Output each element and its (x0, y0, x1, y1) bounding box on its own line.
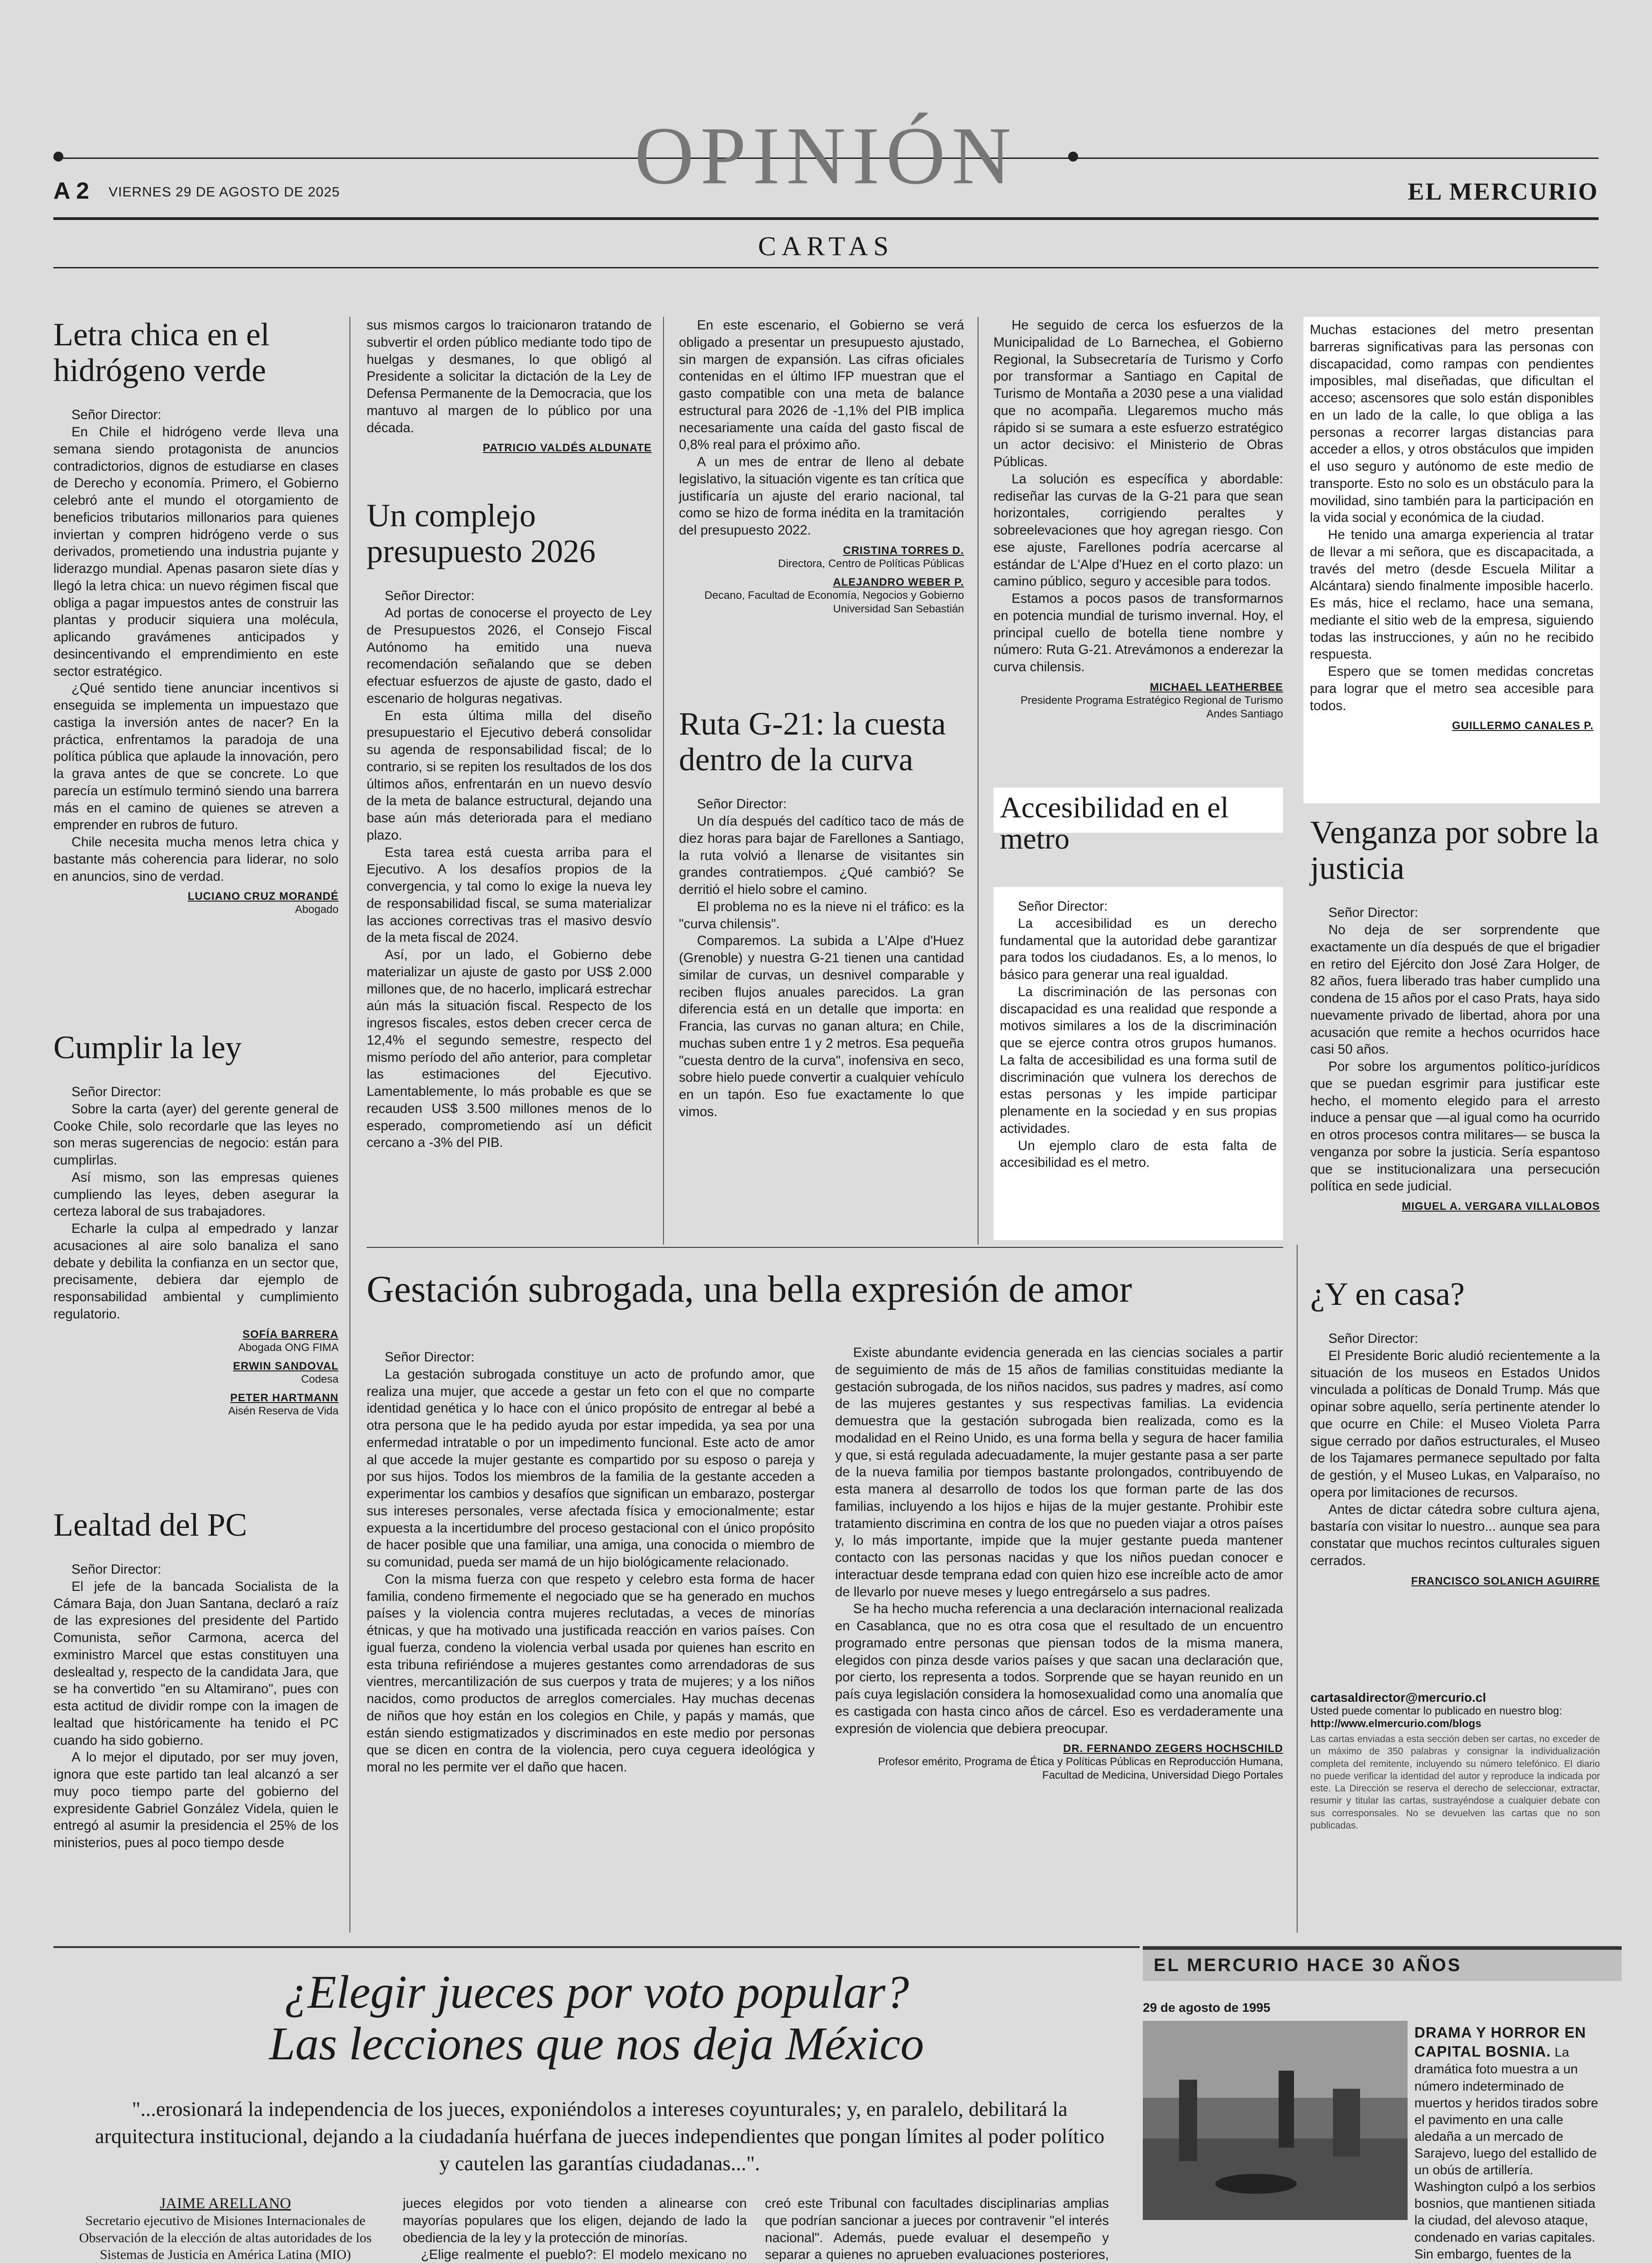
salutation: Señor Director: (72, 1084, 162, 1100)
header-rule-thick (53, 217, 1599, 220)
letter-ruta-g21 (679, 706, 964, 1121)
masthead-dot-left (53, 152, 63, 162)
signature-role: Presidente Programa Estratégico Regional de Turismo Andes Santiago (1020, 694, 1283, 720)
letter-title: Ruta G-21: la cuesta dentro de la curva (679, 706, 946, 778)
paragraph: El jefe de la bancada Socialista de la Cámara Baja, don Juan Santana, declaró a raíz de las expresiones del presidente del Partido Comunista, señor Carmona, acerca del exministro Marcel que estas constituyen una deslealtad y, respecto de la candidata Jara, que se ha convertido "en su Altamirano", pues con esta actitud de dividir rompe con la imagen de lealtad que históricamente ha tenido el PC cuando ha sido gobierno. (53, 1579, 339, 1748)
letter-cumplir-ley (53, 1030, 339, 1418)
section-rule (367, 1247, 1283, 1248)
hace30-date: 29 de agosto de 1995 (1143, 2000, 1270, 2015)
letter-title: Venganza por sobre la justicia (1310, 814, 1599, 887)
letter-letra-chica (53, 317, 339, 917)
essay-col3 (765, 2195, 1109, 2263)
paragraph: Así, por un lado, el Gobierno debe materializar un ajuste de gasto por US$ 2.000 millones que, de no hacerlo, implicará estrechar aún más la situación fiscal. Respecto de los ingresos fiscales, estos deben crecer cerca de 12,4% el segundo semestre, respecto del mismo período del año anterior, para completar las estimaciones del Ejecutivo. Lamentablemente, lo más probable es que se recauden US$ 3.500 millones menos de lo esperado, comprometiendo así un déficit cercano a -3% del PIB. (367, 947, 652, 1151)
letter-gestacion-col2 (835, 1344, 1283, 1782)
essay-rule (53, 1946, 1140, 1948)
column-divider (663, 317, 664, 1245)
paragraph: En esta última milla del diseño presupuestario el Ejecutivo deberá consolidar su agenda de responsabilidad fiscal; de lo contrario, si se repiten los resultados de los dos últimos años, enfrentarán en un nuevo desvío de la meta de balance estructural, dejando una base aún más deteriorada para el mediano plazo. (367, 708, 652, 843)
column-divider (349, 317, 350, 1933)
salutation: Señor Director: (697, 797, 787, 812)
author-role: Secretario ejecutivo de Misiones Internacionales de Observación de la elección de altas autoridades de los Sistemas de Justicia en América Latina (MIO) (79, 2213, 372, 2262)
paragraph: ¿Elige realmente el pueblo?: El modelo mexicano no (421, 2247, 747, 2263)
paragraph: En este escenario, el Gobierno se verá obligado a presentar un presupuesto ajustado, sin margen de expansión. Las cifras oficiales contenidas en el último IFP muestran que el gasto compatible con una meta de balance estructural para 2026 de -1,1% del PIB implica necesariamente una caída del gasto fiscal de 0,8% real para el próximo año. (679, 318, 964, 453)
contact-email[interactable]: cartasaldirector@mercurio.cl (1310, 1690, 1486, 1704)
author-name: JAIME ARELLANO (160, 2195, 291, 2212)
header-rule-thin (53, 267, 1599, 268)
contact-box (1310, 1690, 1600, 1832)
signature-role: Profesor emérito, Programa de Ética y Políticas Públicas en Reproducción Humana, Facultad de Medicina, Universidad Diego Portales (878, 1756, 1283, 1782)
letter-title: Lealtad del PC (53, 1507, 247, 1543)
blog-line: Usted puede comentar lo publicado en nuestro blog: (1310, 1705, 1562, 1717)
paragraph: Un día después del cadítico taco de más de diez horas para bajar de Farellones a Santiago, la ruta volvió a llenarse de visitantes sin grandes contratiempos. ¿Qué cambió? Se derritió el hielo sobre el camino. (679, 814, 964, 898)
paragraph: La gestación subrogada constituye un acto de profundo amor, que realiza una mujer, que accede a gestar un feto con el que no comparte identidad genética y lo hace con el único propósito de entregar al bebé a otra persona que le ha pedido ayuda por estar impedida, ya sea por una enfermedad intratable o por un impedimento funcional. Este acto de amor al que accede la mujer gestante es compartido por su esposo o pareja y por sus hijos. Todos los miembros de la familia de la gestante acceden a experimentar los cambios y desafíos que significan un embarazo, postergar sus intereses personales, verse afectada física y emocionalmente; estar expuesta a la incertidumbre del proceso gestacional con el único propósito de hacer posible que una familiar, una amiga, una conocida o miembro de su comunidad, pueda ser mamá de un hijo biológicamente relacionado. (367, 1366, 815, 1570)
letter-accesibilidad (993, 887, 1283, 1240)
subsection-title: CARTAS (758, 231, 894, 261)
signature: PATRICIO VALDÉS ALDUNATE (482, 442, 652, 454)
pull-quote: "...erosionará la independencia de los jueces, exponiéndolos a intereses coyunturales; y, en paralelo, debilitará la arquitectura institucional, dejando a la ciudadanía huérfana de jueces independientes que pongan límites al poder político y cautelen las garantías ciudadanas...". (95, 2097, 1105, 2175)
column-divider (978, 317, 979, 1245)
section-title: OPINIÓN (634, 110, 1018, 201)
paragraph: Echarle la culpa al empedrado y lanzar acusaciones al aire solo banaliza el sano debate y debilita la confianza en un sector que, precisamente, debiera dar ejemplo de responsabilidad ambiental y cumplimiento regulatorio. (53, 1221, 339, 1322)
paragraph: La solución es específica y abordable: rediseñar las curvas de la G-21 para que sean horizontales, corrigiendo peraltes y sobreelevaciones que hoy agregan riesgo. Con ese ajuste, Farellones podría acercarse al estándar de L'Alpe d'Huez en el corto plazo: un camino público, seguro y accesible para todos. (993, 471, 1283, 589)
letter-title: Cumplir la ley (53, 1029, 242, 1065)
signature: MICHAEL LEATHERBEE (1150, 681, 1283, 693)
letter-title: Un complejo presupuesto 2026 (367, 497, 596, 570)
salutation: Señor Director: (385, 588, 475, 604)
paragraph: Estamos a pocos pasos de transformarnos en potencia mundial de turismo invernal. Hoy, el principal cuello de botella tiene nombre y número: Ruta G-21. Atrevámonos a enderezar la curva chilensis. (993, 591, 1283, 674)
signature: CRISTINA TORRES D. (843, 544, 964, 557)
paragraph: A lo mejor el diputado, por ser muy joven, ignora que este partido tan leal alcanzó a ser muy poco tiempo parte del gobierno del expresidente Gabriel González Videla, quien le entregó al asumir la presidencia el 25% de los ministerios, pues al poco tiempo desde (53, 1750, 339, 1851)
paragraph: En Chile el hidrógeno verde lleva una semana siendo protagonista de anuncios contradictorios, dignos de estudiarse en clases de Derecho y economía. Primero, el Gobierno celebró ante el mundo el otorgamiento de beneficios tributarios millonarios para quienes inviertan y compren hidrógeno verde o sus derivados, prometiendo una industria pujante y liderazgo mundial. Apenas pasaron siete días y llegó la letra chica: un nuevo régimen fiscal que obliga a pagar impuestos antes de construir las plantas y producir siquiera una molécula, aplicando gravámenes anticipados y desincentivando el emprendimiento en este sector estratégico. (53, 425, 339, 679)
salutation: Señor Director: (1328, 1331, 1418, 1346)
paragraph: Así mismo, son las empresas quienes cumpliendo las leyes, deben asegurar la certeza laboral de sus trabajadores. (53, 1170, 339, 1219)
paragraph: creó este Tribunal con facultades disciplinarias amplias que podrían sancionar a jueces por contravenir "el interés nacional". Además, puede evaluar el desempeño y separar a quienes no aprueben evaluaciones posteriores, (765, 2196, 1109, 2263)
column-divider (1297, 1245, 1298, 1933)
sarajevo-photo (1143, 2021, 1408, 2220)
letter-gestacion-col1 (367, 1344, 815, 1776)
salutation: Señor Director: (72, 1562, 162, 1577)
paragraph: Antes de dictar cátedra sobre cultura ajena, bastaría con visitar lo nuestro... aunque sea para constatar que muchos recintos culturales siguen cerrados. (1310, 1502, 1600, 1568)
letter-presupuesto (367, 498, 652, 1151)
letter-lealtad-cont (367, 317, 652, 454)
paragraph: jueces elegidos por voto tienden a alinearse con mayorías populares que los eligen, dejando de lado la obediencia de la ley y la protección de minorías. (403, 2196, 747, 2245)
page-date: VIERNES 29 DE AGOSTO DE 2025 (109, 185, 340, 200)
contact-rules: Las cartas enviadas a esta sección deben ser cartas, no exceder de un máximo de 350 palabras y consignar la individualización completa del remitente, incluyendo su número telefónico. El diario no puede verificar la identidad del autor y reproduce la indicada por este. La Dirección se reserva el derecho de seleccionar, extractar, resumir y titular las cartas, sustrayéndose a cualquier debate con sus corresponsales. No se devuelven las cartas que no son publicadas. (1310, 1734, 1600, 1831)
letter-presupuesto-cont (679, 317, 964, 616)
signature-role: Decano, Facultad de Economía, Negocios y Gobierno Universidad San Sebastián (704, 589, 964, 615)
paragraph: Existe abundante evidencia generada en las ciencias sociales a partir de seguimiento de más de 15 años de familias constituidas mediante la gestación subrogada, de los niños nacidos, sus padres y madres, así como de las mujeres gestantes y sus respectivas familias. La evidencia demuestra que la gestación subrogada bien realizada, como es la modalidad en el Reino Unido, es una forma bella y segura de hacer familia y que, si está regulada adecuadamente, la mujer gestante pasa a ser parte de la nueva familia por tiempos bastante prolongados, contribuyendo de esta manera al desarrollo de todos los que forman parte de las dos familias, incluyendo a los hijos e hijas de la mujer gestante. Prohibir este tratamiento discrimina en contra de los que no pueden viajar a otros países y, lo más importante, impide que la mujer gestante pueda mantener contacto con las personas nacidas y que los niños puedan conocer e interactuar desde temprana edad con quien hizo ese increíble acto de amor de llevarlo por nueve meses y luego entregárselo a sus padres. (835, 1345, 1283, 1599)
signature: ALEJANDRO WEBER P. (833, 576, 964, 588)
paragraph: Muchas estaciones del metro presentan barreras significativas para las personas con discapacidad, como rampas con pendientes imposibles, mal diseñadas, que dificultan el acceso; ascensores que solo están disponibles en un lado de la calle, lo que obliga a las personas a recorrer largas distancias para acceder a ellos, y otros obstáculos que impiden el uso seguro y autónomo de este medio de transporte. Esto no solo es un obstáculo para la movilidad, sino también para la participación en la vida social y económica de la ciudad. (1310, 322, 1594, 525)
signature: PETER HARTMANN (230, 1391, 339, 1404)
paragraph: Ad portas de conocerse el proyecto de Ley de Presupuestos 2026, el Consejo Fiscal Autónomo ha emitido una nueva recomendación señalando que se deben efectuar esfuerzos de ajuste de gasto, dado el escenario de holguras negativas. (367, 606, 652, 706)
signature-role: Directora, Centro de Políticas Públicas (778, 557, 964, 570)
paragraph: Espero que se tomen medidas concretas para lograr que el metro sea accesible para todos. (1310, 664, 1594, 713)
essay-title-line2: Las lecciones que nos deja México (269, 2018, 924, 2070)
paragraph: ¿Qué sentido tiene anunciar incentivos si enseguida se implementa un impuestazo que castiga la inversión antes de nacer? En la práctica, enfrentamos la paradoja de una política pública que aplaude la innovación, pero la grava antes de que se concrete. Lo que parecía un estímulo terminó siendo una barrera más en el camino de quienes se atreven a emprender en rubros de futuro. (53, 681, 339, 833)
letter-title-gestacion: Gestación subrogada, una bella expresión de amor (367, 1268, 1132, 1310)
paragraph: Esta tarea está cuesta arriba para el Ejecutivo. A los desafíos propios de la convergencia, y tal como lo exige la nueva ley de responsabilidad fiscal, se suma materializar las acciones correctivas tras el masivo desvío de la meta fiscal de 2024. (367, 845, 652, 945)
blog-link[interactable]: http://www.elmercurio.com/blogs (1310, 1718, 1481, 1730)
salutation: Señor Director: (1328, 905, 1418, 921)
signature-role: Abogado (295, 903, 339, 916)
letter-venganza (1310, 815, 1600, 1213)
paragraph: Chile necesita mucha menos letra chica y bastante más coherencia para liderar, no solo en anuncios, sino de verdad. (53, 835, 339, 884)
paragraph: sus mismos cargos lo traicionaron tratando de subvertir el orden público mediante todo tipo de huelgas y desmanes, lo que obligó al Presidente a solicitar la dictación de la Ley de Defensa Permanente de la Democracia, que los mantuvo al margen de lo público por una década. (367, 318, 652, 435)
masthead-dot-right (1068, 152, 1078, 162)
essay-col1 (53, 2195, 397, 2263)
salutation: Señor Director: (72, 407, 162, 423)
signature-role: Aisén Reserva de Vida (228, 1404, 339, 1417)
letter-lealtad-pc (53, 1507, 339, 1852)
paragraph: No deja de ser sorprendente que exactamente un día después de que el brigadier en retiro del Ejército don José Zara Holger, de 82 años, fuera liberado tras haber cumplido una condena de 15 años por el caso Prats, haya sido nuevamente privado de libertad, ahora por una acusación que remite a hechos ocurridos hace casi 50 años. (1310, 922, 1600, 1057)
essay-title (53, 1967, 1140, 2070)
item-text: La dramática foto muestra a un número indeterminado de muertos y heridos tirados sobre el pavimento en una calle aledaña a un mercado de Sarajevo, luego del estallido de un obús de artillería. Washington culpó a los serbios bosnios, que mantienen sitiada la ciudad, del alevoso ataque, condenado en varias capitales. Sin embargo, fuentes de la (1414, 2045, 1599, 2262)
item-head: DRAMA Y HORROR EN CAPITAL BOSNIA. (1414, 2024, 1586, 2060)
paragraph: La discriminación de las personas con discapacidad es una realidad que responde a motivos similares a los de la discriminación que se ejerce contra otros grupos humanos. La falta de accesibilidad es una forma sutil de discriminación que vulnera los derechos de estas personas y les impide participar plenamente en la sociedad y en sus propias actividades. (1000, 984, 1277, 1136)
signature: LUCIANO CRUZ MORANDÉ (187, 890, 339, 903)
paragraph: La accesibilidad es un derecho fundamental que la autoridad debe garantizar para todos los ciudadanos. Es, a lo menos, lo básico para generar una real igualdad. (1000, 916, 1277, 982)
paragraph: Un ejemplo claro de esta falta de accesibilidad es el metro. (1000, 1138, 1277, 1170)
hace30-tab: EL MERCURIO HACE 30 AÑOS (1143, 1946, 1622, 1981)
signature: FRANCISCO SOLANICH AGUIRRE (1411, 1575, 1600, 1587)
signature-role: Abogada ONG FIMA (238, 1341, 339, 1354)
paragraph: Por sobre los argumentos político-jurídicos que se puedan esgrimir para justificar este hecho, el momento elegido para el arresto induce a pensar que —al igual como ha ocurrido en otros procesos contra militares— se busca la venganza por sobre la justicia. Sería espantoso que se institucionalizara una persecución política en sede judicial. (1310, 1059, 1600, 1194)
newspaper-name: EL MERCURIO (1408, 178, 1599, 205)
signature: GUILLERMO CANALES P. (1452, 720, 1594, 732)
salutation: Señor Director: (1018, 899, 1108, 914)
salutation: Señor Director: (385, 1350, 475, 1365)
letter-title: Letra chica en el hidrógeno verde (53, 316, 270, 389)
letter-title: Accesibilidad en el metro (1000, 791, 1229, 856)
paragraph: El Presidente Boric aludió recientemente a la situación de los museos en Estados Unidos vinculada a políticas de Donald Trump. Más que opinar sobre aquello, sería pertinente atender lo que ocurre en Chile: el Museo Violeta Parra sigue cerrado por daños estructurales, el Museo de los Tajamares permanece sepultado por falta de gestión, y el Museo Lukas, en Valparaíso, no opera por limitaciones de recursos. (1310, 1348, 1600, 1500)
letter-en-casa (1310, 1276, 1600, 1588)
signature: DR. FERNANDO ZEGERS HOCHSCHILD (1063, 1743, 1283, 1755)
signature-role: Codesa (301, 1373, 339, 1385)
accesibilidad-title-box (993, 788, 1283, 856)
letter-accesibilidad-cont (1303, 317, 1600, 803)
signature: MIGUEL A. VERGARA VILLALOBOS (1402, 1200, 1600, 1213)
letter-title: ¿Y en casa? (1310, 1276, 1465, 1312)
signature: ERWIN SANDOVAL (233, 1360, 339, 1372)
paragraph: A un mes de entrar de lleno al debate legislativo, la situación vigente es tan crítica que justificaría un ajuste del erario nacional, tal como se hizo de forma inédita en la tramitación del presupuesto 2022. (679, 454, 964, 538)
signature: SOFÍA BARRERA (242, 1328, 339, 1341)
paragraph: Sobre la carta (ayer) del gerente general de Cooke Chile, solo recordarle que las leyes no son meras sugerencias de negocio: están para cumplirlas. (53, 1101, 339, 1168)
essay-title-line1: ¿Elegir jueces por voto popular? (284, 1966, 909, 2018)
paragraph: He seguido de cerca los esfuerzos de la Municipalidad de Lo Barnechea, el Gobierno Regional, la Subsecretaría de Turismo y Corfo por transformar a Santiago en Capital de Turismo de Montaña a 2030 pese a una vialidad que no acompaña. Llegaremos mucho más rápido si se sumara a este esfuerzo estratégico un actor decisivo: el Ministerio de Obras Públicas. (993, 318, 1283, 469)
paragraph: Se ha hecho mucha referencia a una declaración internacional realizada en Casablanca, que no es otra cosa que el resultado de un encuentro programado entre personas que piensan todos de la misma manera, elegidos con pinza desde varios países y que sacan una declaración que, por cierto, los representa a todos. Sorprende que se hayan reunido en un país cuya legislación considera la homosexualidad como una anomalía que es castigada con hasta cinco años de cárcel. Eso es verdaderamente una expresión de violencia que debiera preocupar. (835, 1601, 1283, 1736)
essay-col2 (403, 2195, 747, 2263)
hace30-item-lead (1414, 2023, 1600, 2263)
letter-ruta-g21-cont (993, 317, 1283, 721)
paragraph: Comparemos. La subida a L'Alpe d'Huez (Grenoble) y nuestra G-21 tienen una cantidad similar de curvas, un desnivel comparable y reciben flujos anuales parecidos. La gran diferencia está en un detalle que importa: en Francia, las curvas no ganan altura; en Chile, muchas suben entre 1 y 2 metros. Esa pequeña "cuesta dentro de la curva", inofensiva en seco, sobre hielo puede convertir a cualquier vehículo en un tapón. Eso fue exactamente lo que vimos. (679, 933, 964, 1119)
paragraph: El problema no es la nieve ni el tráfico: es la "curva chilensis". (679, 899, 964, 931)
page-number: A 2 (53, 178, 89, 204)
paragraph: Con la misma fuerza con que respeto y celebro esta forma de hacer familia, condeno firmemente el negociado que se ha generado en muchos países y la violencia contra mujeres reclutadas, a veces de minorías étnicas, y que ha motivado una justificada reacción en varios países. Con igual fuerza, condeno la violencia verbal usada por quienes han escrito en esta tribuna refiriéndose a mujeres gestantes como arrendadoras de sus vientres, mercantilización de sus cuerpos y trata de mujeres; y a los niños nacidos, como productos de arreglos comerciales. Hay muchas decenas de niños que hoy están en los colegios en Chile, y papás y mamás, que están siendo estigmatizados y discriminados en este medio por personas que se dicen en contra de la violencia, pero cuya ceguera ideológica y moral no les permite ver el daño que hacen. (367, 1571, 815, 1775)
paragraph: He tenido una amarga experiencia al tratar de llevar a mi señora, que es discapacitada, a través del metro (desde Escuela Militar a Alcántara) siendo finalmente imposible hacerlo. Es más, hice el reclamo, hace una semana, mediante el sitio web de la empresa, siguiendo todas las instrucciones, y aún no he recibido respuesta. (1310, 527, 1594, 662)
